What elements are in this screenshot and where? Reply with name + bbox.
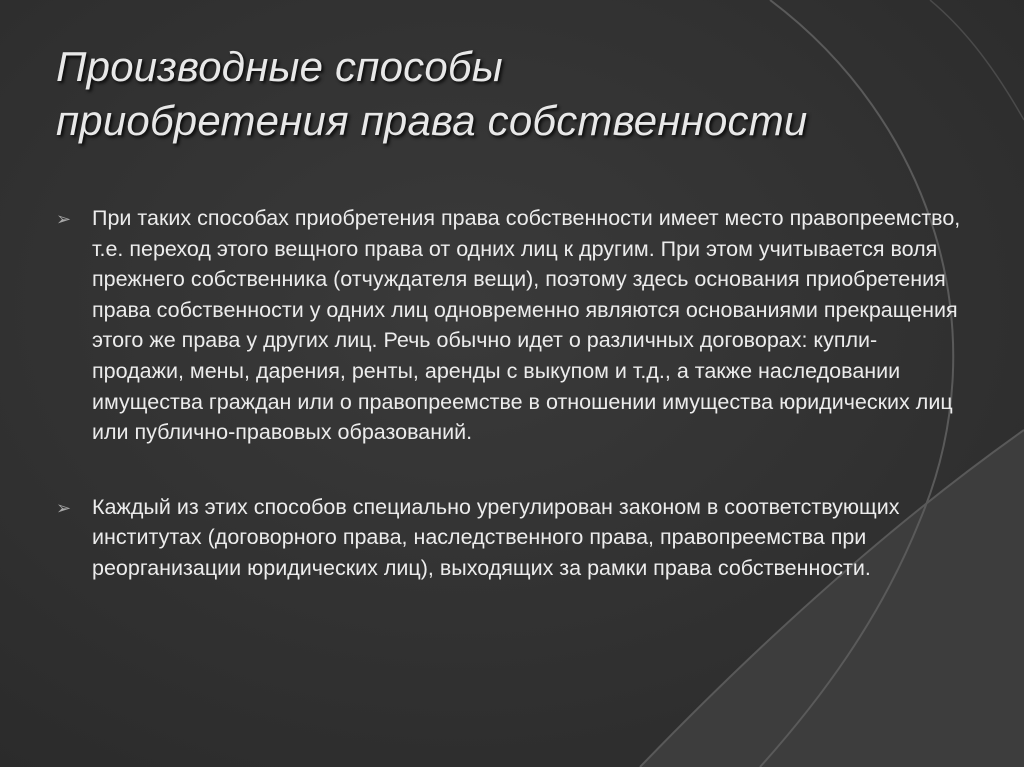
bullet-list	[56, 203, 961, 584]
bullet-item-2	[56, 492, 961, 584]
slide-title-line-2: приобретения права собственности	[56, 97, 808, 144]
bullet-item-1	[56, 203, 961, 448]
slide-title-line-1: Производные способы	[56, 43, 503, 90]
slide-title	[56, 40, 936, 148]
bullet-text-2: Каждый из этих способов специально урегулирован законом в соответствующих институтах (договорного права, наследственного права, правопреемства при реорганизации юридических лиц), выходящих за рамки права собственности.	[92, 494, 900, 580]
arrowhead-bullet-icon: ➢	[56, 209, 72, 229]
arrowhead-bullet-icon: ➢	[56, 497, 72, 518]
bullet-text-1: При таких способах приобретения права собственности имеет место правопреемство, т.е. переход этого вещного права от одних лиц к другим. При этом учитывается воля прежнего собственника (отчуждателя вещи), поэтому здесь основания приобретения права собственности у одних лиц одновременно являются основаниями прекращения этого же права у других лиц. Речь обычно идет о различных договорах: купли-продажи, мены, дарения, ренты, аренды с выкупом и т.д., а также наследовании имущества граждан или о правопреемстве в отношении имущества юридических лиц или публично-правовых образований.	[92, 206, 961, 445]
